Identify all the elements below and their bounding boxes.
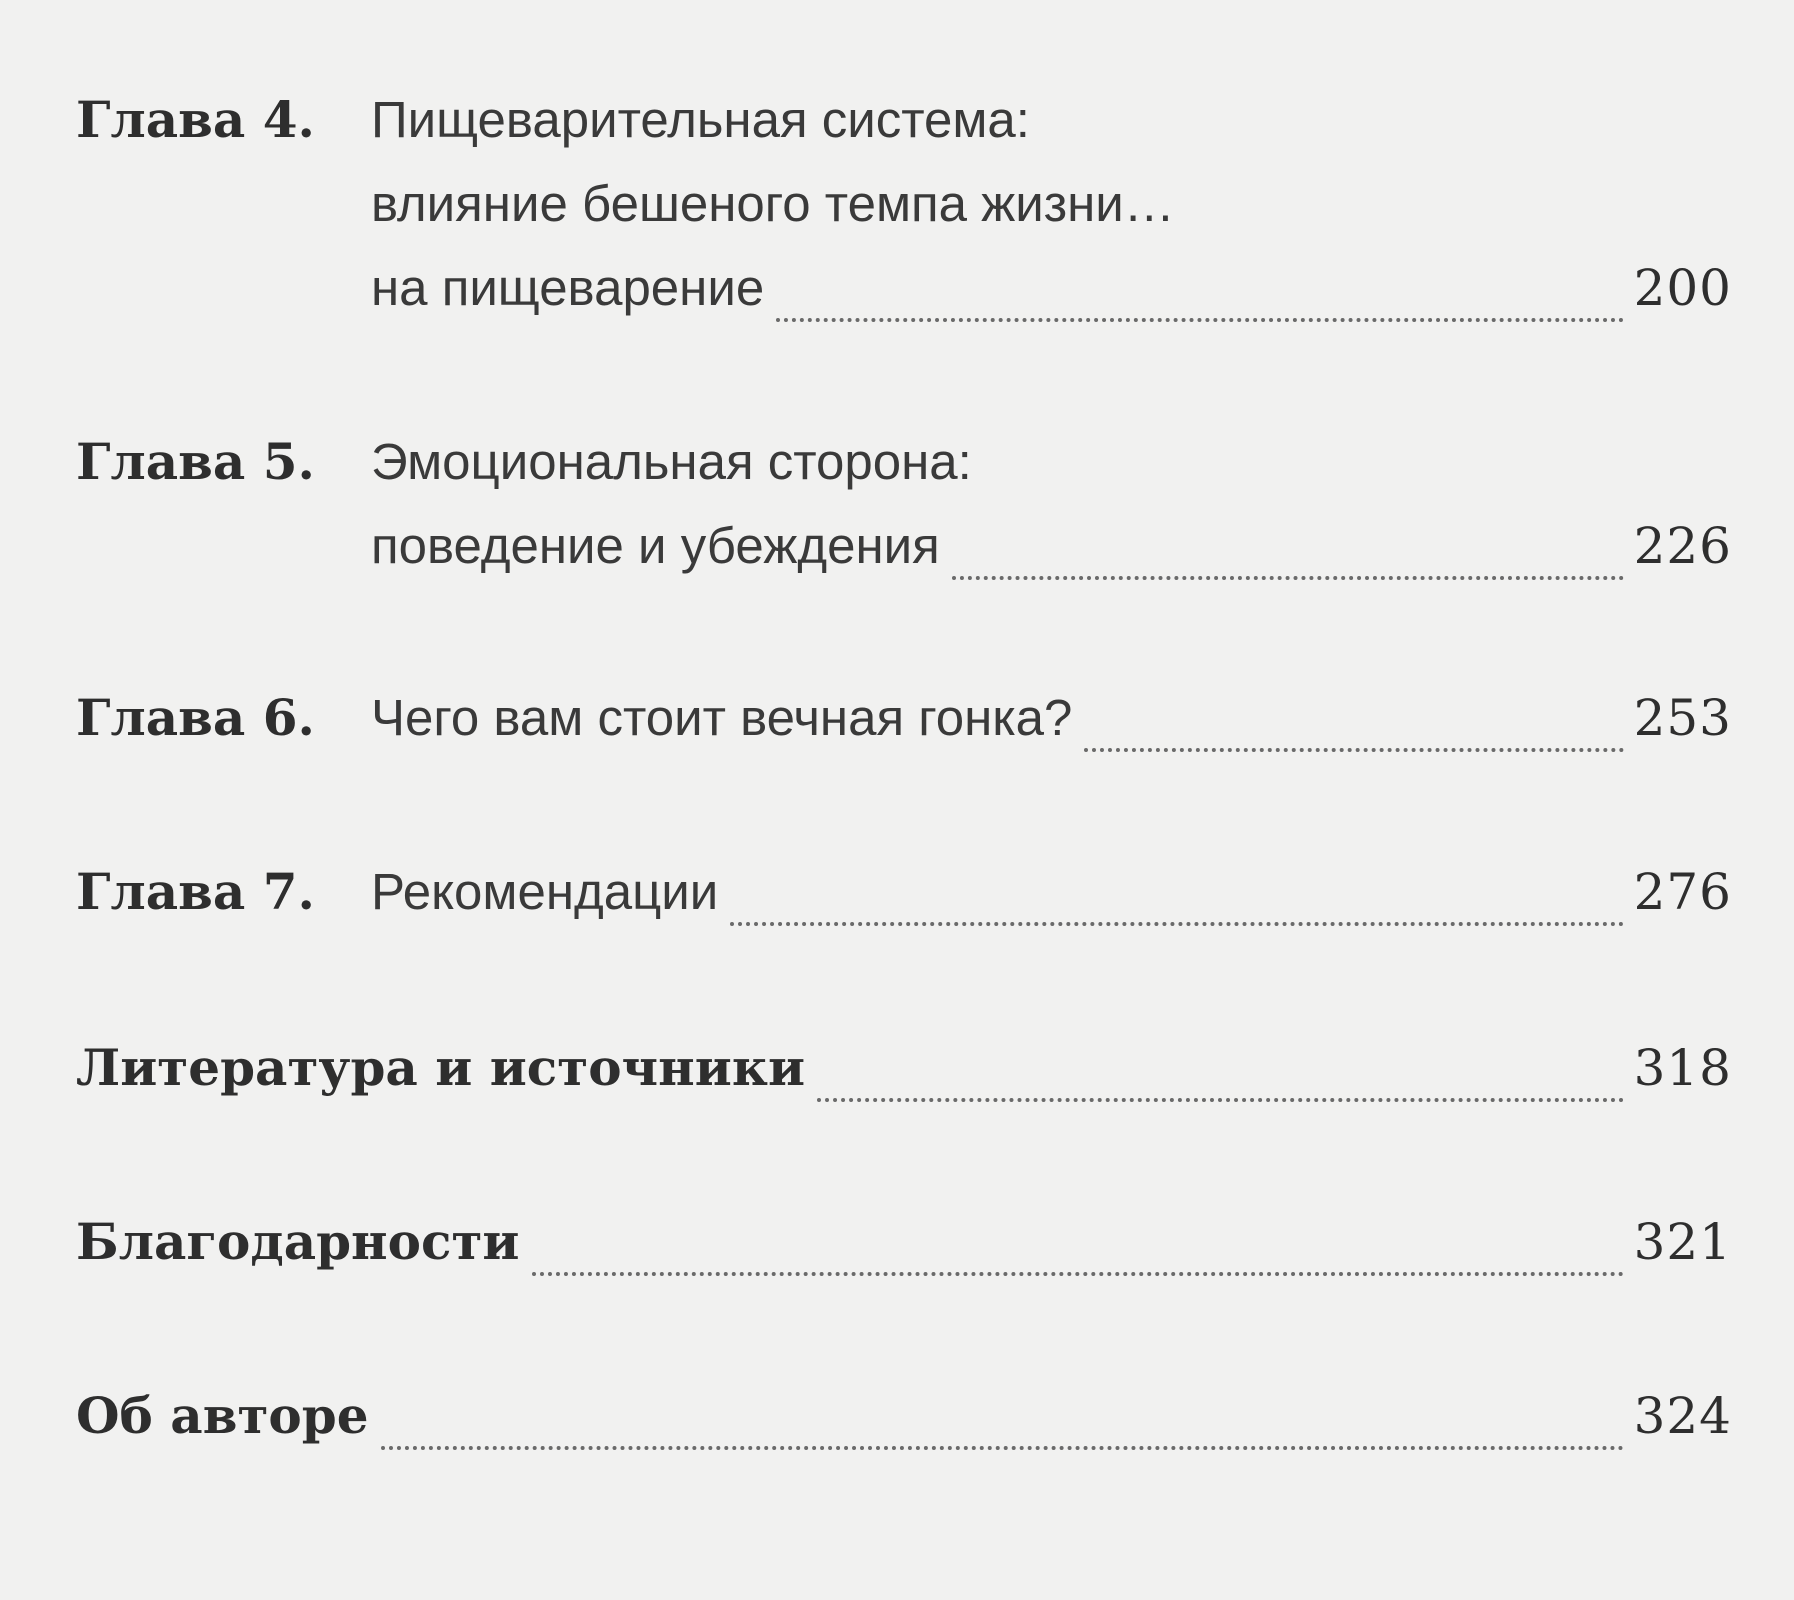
toc-entry-chapter-7[interactable] <box>76 862 1732 946</box>
toc-line <box>76 1212 1732 1296</box>
chapter-title-line: Рекомендации <box>371 863 719 920</box>
toc-line <box>76 90 1732 174</box>
page-number: 321 <box>1633 1213 1732 1271</box>
toc-line <box>76 432 1732 516</box>
toc-line <box>76 1386 1732 1470</box>
page-number: 276 <box>1633 863 1732 921</box>
toc-entry-literature[interactable] <box>76 1038 1732 1122</box>
toc-line <box>76 258 1732 342</box>
dot-leader <box>730 922 1623 926</box>
page-number: 226 <box>1633 517 1732 575</box>
toc-entry-chapter-5[interactable] <box>76 432 1732 600</box>
toc-line <box>76 1038 1732 1122</box>
chapter-title-line: Чего вам стоит вечная гонка? <box>371 689 1073 746</box>
section-title: Благодарности <box>76 1212 520 1271</box>
dot-leader <box>381 1446 1624 1450</box>
chapter-label: Глава 4. <box>76 90 315 149</box>
toc-entry-acknowledgements[interactable] <box>76 1212 1732 1296</box>
toc-entry-chapter-6[interactable] <box>76 688 1732 772</box>
chapter-title-line: влияние бешеного темпа жизни… <box>371 175 1175 232</box>
dot-leader <box>817 1098 1624 1102</box>
section-title: Об авторе <box>76 1386 369 1445</box>
dot-leader <box>532 1272 1624 1276</box>
chapter-label: Глава 7. <box>76 862 315 921</box>
chapter-title-line: на пищеварение <box>371 259 765 316</box>
dot-leader <box>1084 748 1623 752</box>
toc-entry-chapter-4[interactable] <box>76 90 1732 342</box>
chapter-label: Глава 5. <box>76 432 315 491</box>
chapter-label: Глава 6. <box>76 688 315 747</box>
section-title: Литература и источники <box>76 1038 806 1097</box>
dot-leader <box>952 576 1624 580</box>
chapter-title-line: Пищеварительная система: <box>371 91 1030 148</box>
page-number: 318 <box>1633 1039 1732 1097</box>
chapter-title-line: Эмоциональная сторона: <box>371 433 972 490</box>
page-number: 324 <box>1633 1387 1732 1445</box>
toc-line <box>76 862 1732 946</box>
dot-leader <box>776 318 1623 322</box>
toc-line <box>76 516 1732 600</box>
page-number: 253 <box>1633 689 1732 747</box>
toc-line <box>76 688 1732 772</box>
chapter-title-line: поведение и убеждения <box>371 517 940 574</box>
page-number: 200 <box>1633 259 1732 317</box>
toc-entry-about-author[interactable] <box>76 1386 1732 1470</box>
toc-line <box>76 174 1732 258</box>
